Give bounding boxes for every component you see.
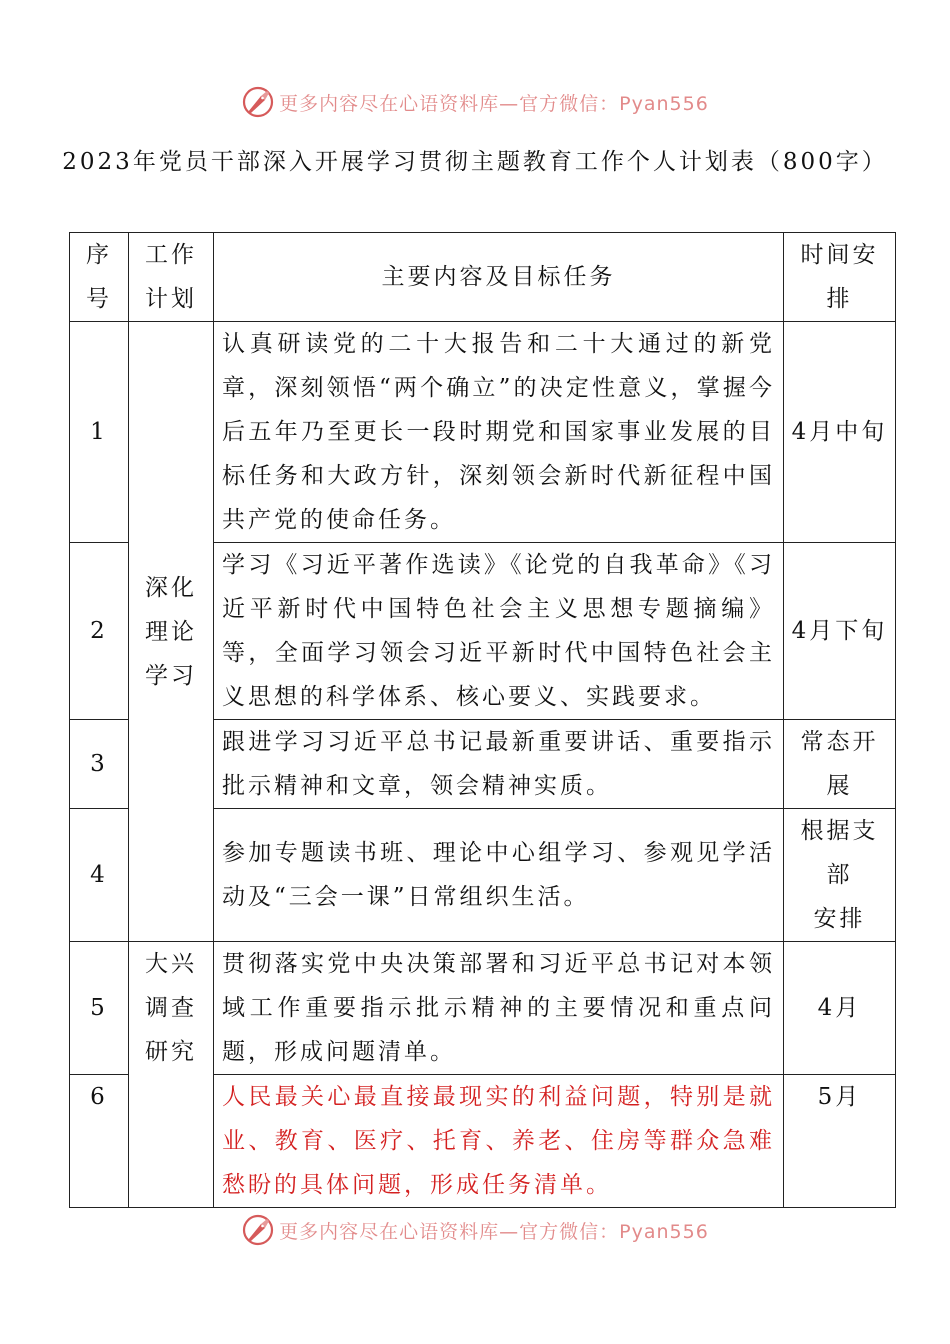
header-no-line: 号	[86, 286, 112, 312]
watermark-banner-bottom	[0, 1210, 950, 1250]
row-no: 2	[70, 543, 129, 720]
row-time	[784, 809, 896, 942]
row-content: 学习《习近平著作选读》《论党的自我革命》《习近平新时代中国特色社会主义思想专题摘编》等，全面学习领会习近平新时代中国特色社会主义思想的科学体系、核心要义、实践要求。	[214, 543, 784, 720]
header-content: 主要内容及目标任务	[214, 233, 784, 322]
row-time-line: 常态开	[800, 729, 879, 755]
row-no: 5	[70, 942, 129, 1075]
header-no-line: 序	[86, 242, 112, 268]
group-label-line: 大兴	[145, 951, 197, 977]
group-label-line: 研究	[145, 1039, 197, 1065]
row-time-line: 安排	[813, 906, 866, 932]
row-content: 参加专题读书班、理论中心组学习、参观见学活动及“三会一课”日常组织生活。	[214, 809, 784, 942]
header-plan	[129, 233, 214, 322]
table-row	[70, 322, 896, 543]
table-row	[70, 942, 896, 1075]
row-time-line: 根据支	[800, 818, 879, 844]
header-plan-line: 计划	[145, 286, 197, 312]
watermark-text: 更多内容尽在心语资料库—官方微信：Pyan556	[279, 92, 709, 115]
pen-nib-logo-icon	[241, 1213, 275, 1247]
row-content: 贯彻落实党中央决策部署和习近平总书记对本领域工作重要指示批示精神的主要情况和重点问题，形成问题清单。	[214, 942, 784, 1075]
group-field-research	[129, 942, 214, 1208]
table-header-row	[70, 233, 896, 322]
row-time: 5月	[784, 1075, 896, 1208]
row-no: 3	[70, 720, 129, 809]
row-content: 认真研读党的二十大报告和二十大通过的新党章，深刻领悟“两个确立”的决定性意义，掌握今后五年乃至更长一段时期党和国家事业发展的目标任务和大政方针，深刻领会新时代新征程中国共产党的使命任务。	[214, 322, 784, 543]
row-time	[784, 720, 896, 809]
row-no: 1	[70, 322, 129, 543]
row-time-line: 展	[826, 773, 853, 799]
group-label-line: 理论	[145, 618, 197, 645]
row-content-highlighted: 人民最关心最直接最现实的利益问题，特别是就业、教育、医疗、托育、养老、住房等群众急难愁盼的具体问题，形成任务清单。	[214, 1075, 784, 1208]
pen-nib-logo-icon	[241, 85, 275, 119]
group-label-line: 学习	[145, 662, 197, 689]
watermark-banner-top	[0, 82, 950, 122]
row-time: 4月中旬	[784, 322, 896, 543]
page-title: 2023年党员干部深入开展学习贯彻主题教育工作个人计划表（800字）	[62, 149, 888, 175]
row-time: 4月	[784, 942, 896, 1075]
group-theory-study	[129, 322, 214, 942]
row-time: 4月下旬	[784, 543, 896, 720]
plan-table	[69, 232, 896, 1208]
row-no: 6	[70, 1075, 129, 1208]
header-no	[70, 233, 129, 322]
row-no: 4	[70, 809, 129, 942]
row-time-line: 部	[826, 862, 853, 888]
header-time-line: 排	[826, 286, 853, 312]
group-label-line: 调查	[145, 995, 197, 1021]
header-time-line: 时间安	[800, 242, 879, 268]
header-plan-line: 工作	[145, 242, 197, 268]
header-time	[784, 233, 896, 322]
watermark-text: 更多内容尽在心语资料库—官方微信：Pyan556	[279, 1220, 709, 1243]
group-label-line: 深化	[145, 574, 197, 601]
row-content: 跟进学习习近平总书记最新重要讲话、重要指示批示精神和文章，领会精神实质。	[214, 720, 784, 809]
